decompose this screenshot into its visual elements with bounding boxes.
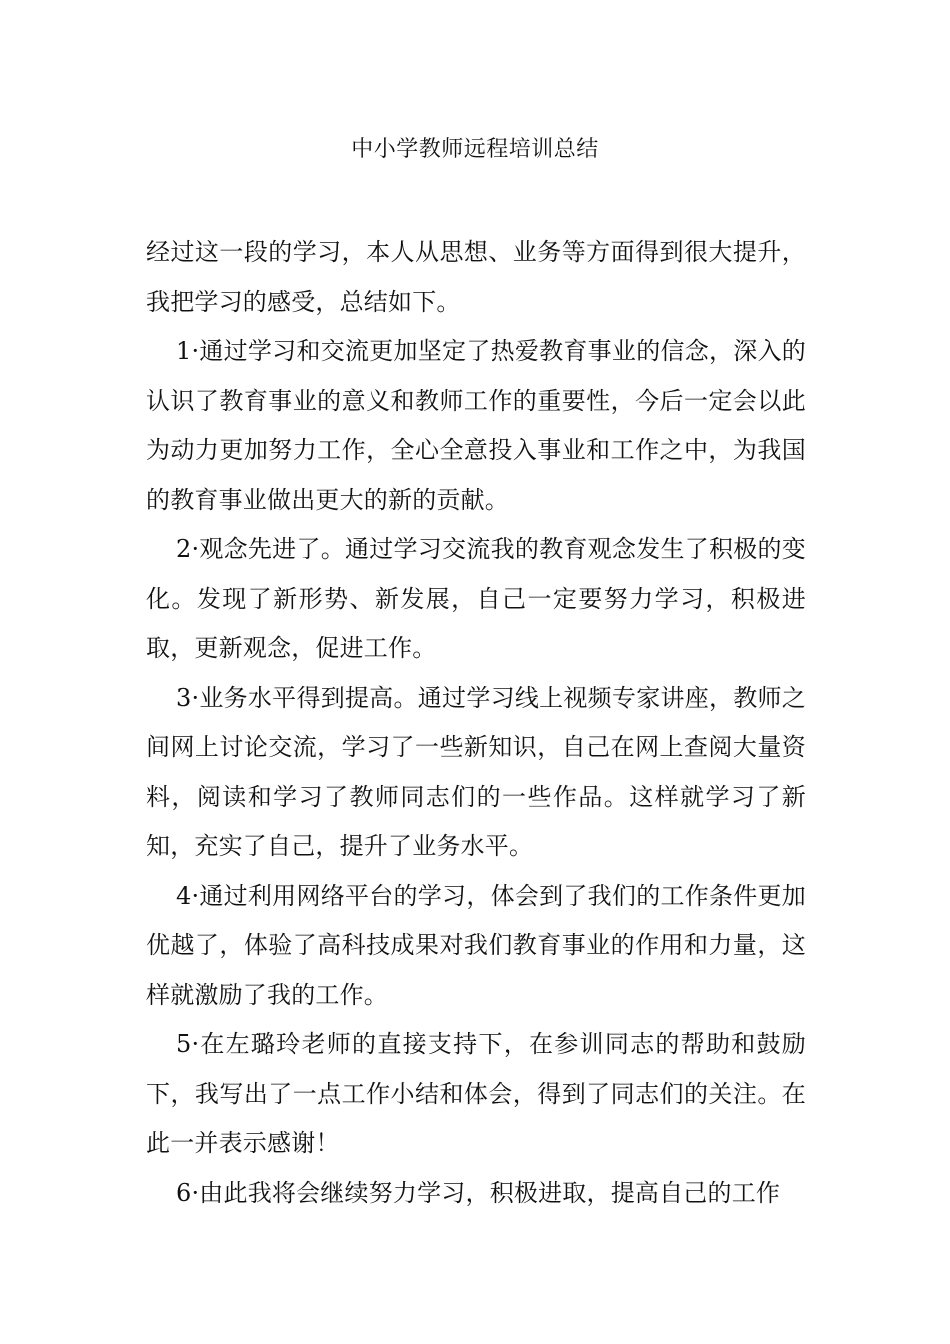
paragraph-point-6: 6·由此我将会继续努力学习，积极进取，提高自己的工作 — [176, 1178, 781, 1207]
paragraph-point-2: 2·观念先进了。通过学习交流我的教育观念发生了积极的变化。发现了新形势、新发展，自己一定要努力学习，积极进取，更新观念，促进工作。 — [146, 535, 806, 662]
paragraph-point-5: 5·在左璐玲老师的直接支持下，在参训同志的帮助和鼓励下，我写出了一点工作小结和体会，得到了同志们的关注。在此一并表示感谢！ — [146, 1030, 806, 1157]
document-title: 中小学教师远程培训总结 — [351, 137, 599, 162]
paragraph-point-3: 3·业务水平得到提高。通过学习线上视频专家讲座，教师之间网上讨论交流，学习了一些新知识，自己在网上查阅大量资料，阅读和学习了教师同志们的一些作品。这样就学习了新知，充实了自己，提升了业务水平。 — [146, 683, 806, 860]
paragraph-intro: 经过这一段的学习，本人从思想、业务等方面得到很大提升，我把学习的感受，总结如下。 — [146, 238, 806, 316]
document-body — [146, 228, 806, 1218]
paragraph-point-1: 1·通过学习和交流更加坚定了热爱教育事业的信念，深入的认识了教育事业的意义和教师工作的重要性，今后一定会以此为动力更加努力工作，全心全意投入事业和工作之中，为我国的教育事业做出更大的新的贡献。 — [146, 337, 806, 514]
paragraph-point-4: 4·通过利用网络平台的学习，体会到了我们的工作条件更加优越了，体验了高科技成果对我们教育事业的作用和力量，这样就激励了我的工作。 — [146, 881, 806, 1009]
